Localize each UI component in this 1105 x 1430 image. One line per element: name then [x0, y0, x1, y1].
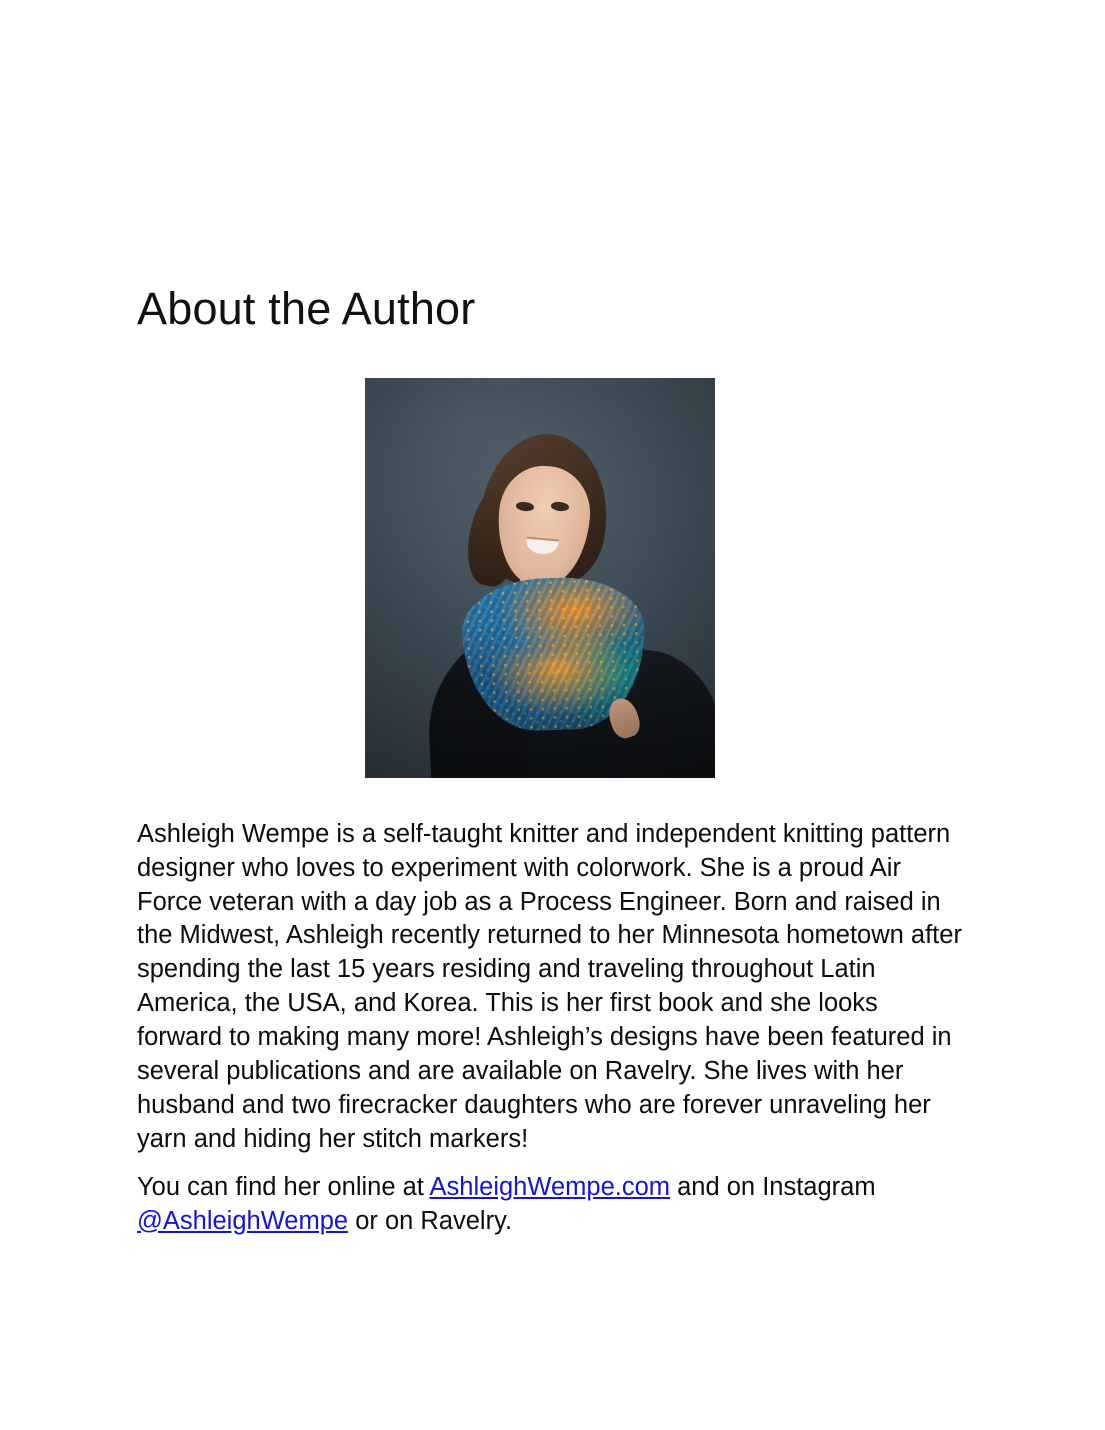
- contact-between: and on Instagram: [670, 1172, 876, 1201]
- contact-paragraph: [137, 1171, 967, 1239]
- contact-after: or on Ravelry.: [348, 1206, 513, 1235]
- author-portrait-container: [137, 378, 967, 778]
- bio-paragraph: Ashleigh Wempe is a self-taught knitter and independent knitting pattern designer who loves to experiment with colorwork. She is a proud Air Force veteran with a day job as a Process Engineer. Born and raised in the Midwest, Ashleigh recently returned to her Minnesota hometown after spending the last 15 years residing and traveling throughout Latin America, the USA, and Korea. This is her first book and she looks forward to making many more! Ashleigh’s designs have been featured in several publications and are available on Ravelry. She lives with her husband and two firecracker daughters who are forever unraveling her yarn and hiding her stitch markers!: [137, 819, 962, 1153]
- page-title: About the Author: [137, 283, 476, 334]
- author-bio: [137, 818, 967, 1239]
- instagram-link[interactable]: @AshleighWempe: [137, 1206, 349, 1235]
- author-portrait-image: [365, 378, 715, 778]
- website-link[interactable]: AshleighWempe.com: [429, 1172, 671, 1201]
- portrait-vignette: [365, 378, 715, 778]
- page-content: [137, 283, 967, 1239]
- contact-before-website: You can find her online at: [137, 1172, 430, 1201]
